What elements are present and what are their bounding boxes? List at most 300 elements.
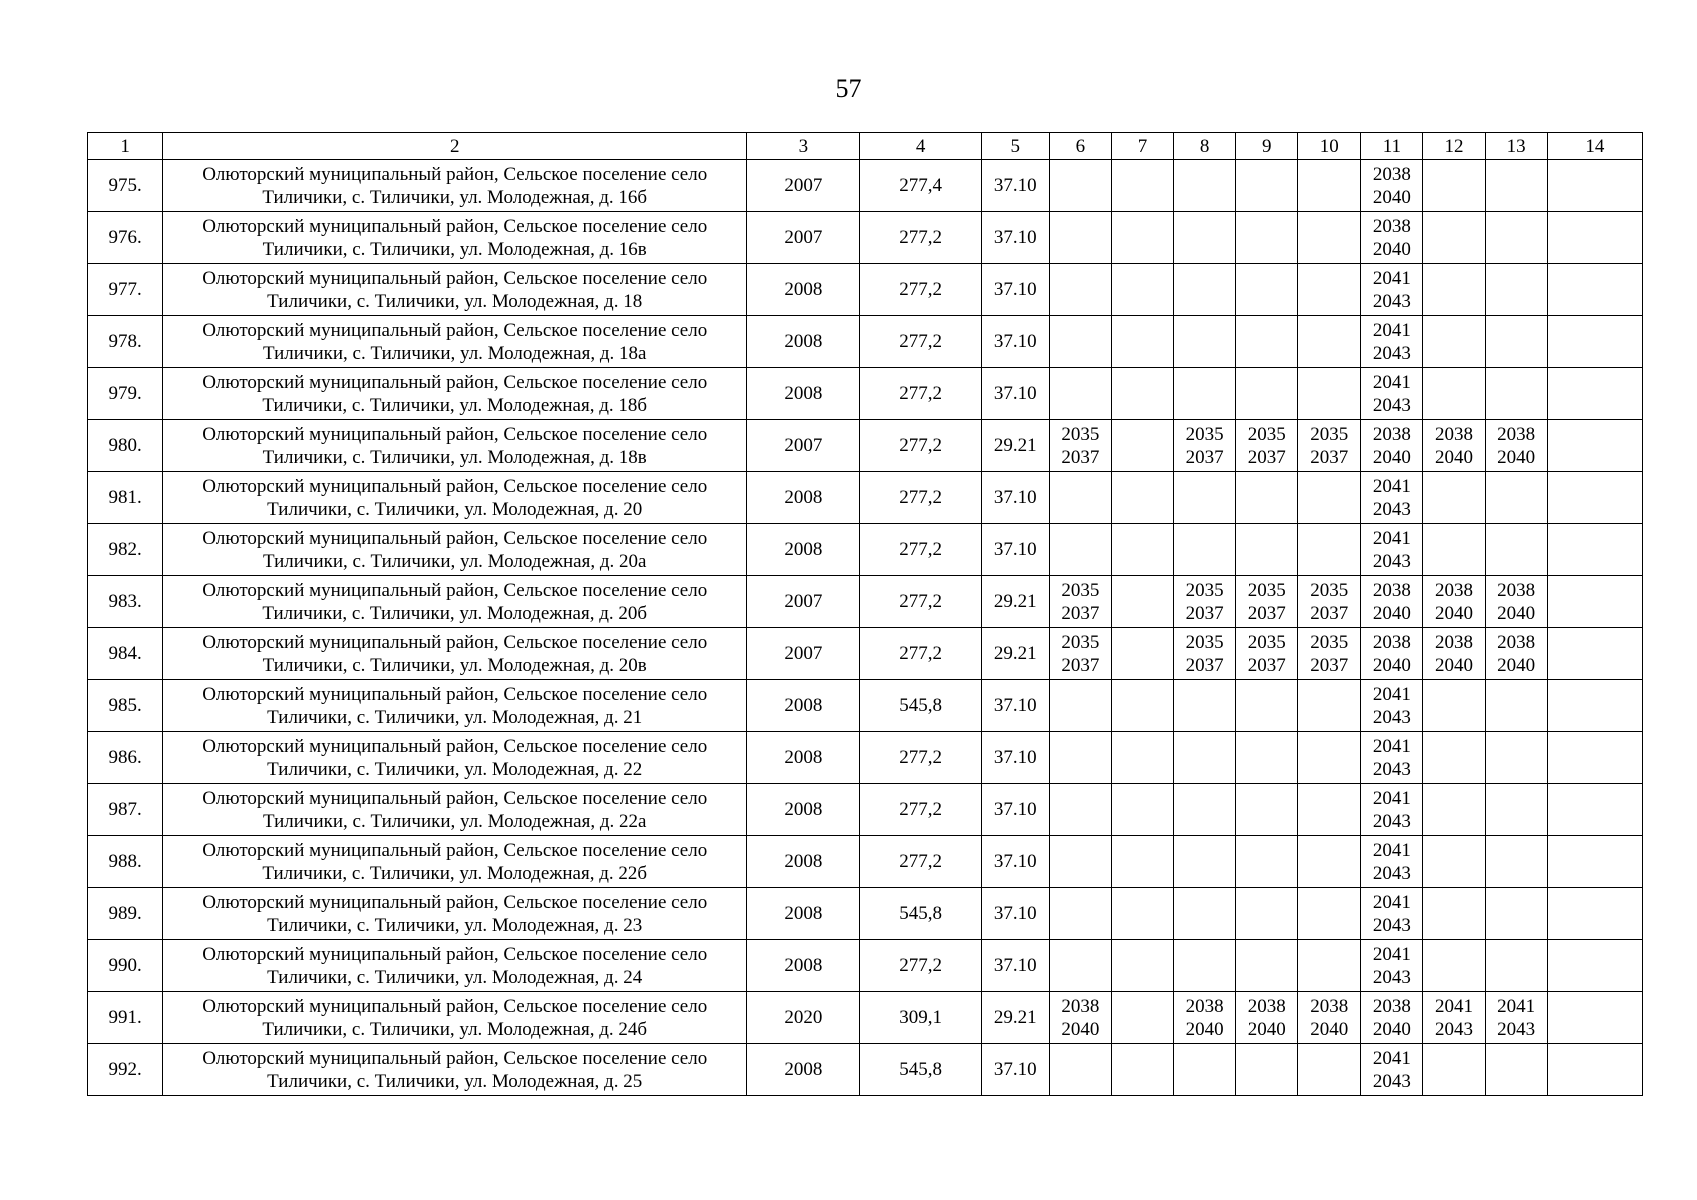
year-to: 2043 — [1372, 758, 1411, 780]
row-number-cell: 985. — [88, 680, 163, 732]
year-cell: 2007 — [747, 212, 860, 264]
col-header-2: 2 — [163, 133, 747, 160]
address-line: Тиличики, с. Тиличики, ул. Молодежная, д. 21 — [267, 706, 643, 728]
year-from: 2041 — [1372, 371, 1411, 393]
col10-cell — [1298, 628, 1361, 680]
col14-cell — [1547, 576, 1642, 628]
year-from: 2038 — [1372, 215, 1411, 237]
table-row — [88, 264, 1643, 316]
col-header-8: 8 — [1174, 133, 1236, 160]
year-from: 2041 — [1497, 995, 1536, 1017]
address-line: Олюторский муниципальный район, Сельское поселение село — [202, 735, 708, 757]
col9-cell — [1236, 524, 1298, 576]
col-header-14: 14 — [1547, 133, 1642, 160]
col14-cell — [1547, 628, 1642, 680]
year-to: 2040 — [1497, 654, 1536, 676]
col13-cell — [1485, 368, 1547, 420]
year-from: 2035 — [1247, 631, 1286, 653]
address-line: Олюторский муниципальный район, Сельское поселение село — [202, 475, 708, 497]
col12-cell — [1423, 732, 1485, 784]
col7-cell — [1111, 1044, 1173, 1096]
col7-cell — [1111, 992, 1173, 1044]
row-number-cell: 990. — [88, 940, 163, 992]
year-to: 2037 — [1247, 602, 1286, 624]
col11-cell — [1361, 264, 1423, 316]
col7-cell — [1111, 524, 1173, 576]
register-table — [87, 132, 1643, 1096]
address-cell — [163, 264, 747, 316]
address-line: Тиличики, с. Тиличики, ул. Молодежная, д. 22б — [262, 862, 648, 884]
col10-cell — [1298, 836, 1361, 888]
year-to: 2043 — [1372, 862, 1411, 884]
year-to: 2043 — [1372, 342, 1411, 364]
col13-cell — [1485, 1044, 1547, 1096]
year-from: 2038 — [1372, 163, 1411, 185]
address-line: Олюторский муниципальный район, Сельское поселение село — [202, 787, 708, 809]
col13-cell — [1485, 524, 1547, 576]
col6-cell — [1049, 212, 1111, 264]
col9-cell — [1236, 264, 1298, 316]
area-cell: 545,8 — [860, 888, 981, 940]
table-row — [88, 420, 1643, 472]
col9-cell — [1236, 316, 1298, 368]
code-cell: 37.10 — [981, 1044, 1049, 1096]
col6-cell — [1049, 1044, 1111, 1096]
row-number-cell: 975. — [88, 160, 163, 212]
table-row — [88, 888, 1643, 940]
address-line: Тиличики, с. Тиличики, ул. Молодежная, д. 18б — [262, 394, 648, 416]
col10-cell — [1298, 420, 1361, 472]
table-body — [88, 160, 1643, 1096]
col-header-13: 13 — [1485, 133, 1547, 160]
address-line: Тиличики, с. Тиличики, ул. Молодежная, д. 18в — [262, 446, 647, 468]
col9-cell — [1236, 576, 1298, 628]
col9-cell — [1236, 992, 1298, 1044]
area-cell: 277,2 — [860, 576, 981, 628]
year-to: 2037 — [1061, 446, 1100, 468]
year-to: 2040 — [1435, 654, 1474, 676]
col12-cell — [1423, 264, 1485, 316]
col8-cell — [1174, 264, 1236, 316]
year-from: 2038 — [1497, 631, 1536, 653]
col10-cell — [1298, 992, 1361, 1044]
address-cell — [163, 420, 747, 472]
col8-cell — [1174, 992, 1236, 1044]
col14-cell — [1547, 368, 1642, 420]
col11-cell — [1361, 992, 1423, 1044]
col6-cell — [1049, 316, 1111, 368]
col11-cell — [1361, 160, 1423, 212]
col14-cell — [1547, 316, 1642, 368]
address-line: Тиличики, с. Тиличики, ул. Молодежная, д. 16в — [262, 238, 647, 260]
year-from: 2038 — [1061, 995, 1100, 1017]
col-header-6: 6 — [1049, 133, 1111, 160]
col14-cell — [1547, 680, 1642, 732]
col9-cell — [1236, 212, 1298, 264]
address-line: Тиличики, с. Тиличики, ул. Молодежная, д. 20 — [267, 498, 643, 520]
col12-cell — [1423, 576, 1485, 628]
address-line: Тиличики, с. Тиличики, ул. Молодежная, д. 24 — [267, 966, 643, 988]
col11-cell — [1361, 680, 1423, 732]
col12-cell — [1423, 420, 1485, 472]
row-number-cell: 984. — [88, 628, 163, 680]
area-cell: 277,2 — [860, 472, 981, 524]
col8-cell — [1174, 732, 1236, 784]
year-to: 2037 — [1310, 602, 1349, 624]
col6-cell — [1049, 940, 1111, 992]
year-cell: 2007 — [747, 628, 860, 680]
row-number-cell: 989. — [88, 888, 163, 940]
table-row — [88, 992, 1643, 1044]
col11-cell — [1361, 784, 1423, 836]
col13-cell — [1485, 784, 1547, 836]
table-row — [88, 940, 1643, 992]
year-from: 2041 — [1372, 787, 1411, 809]
code-cell: 37.10 — [981, 160, 1049, 212]
year-from: 2041 — [1372, 735, 1411, 757]
col7-cell — [1111, 784, 1173, 836]
col11-cell — [1361, 316, 1423, 368]
year-from: 2035 — [1247, 579, 1286, 601]
year-to: 2037 — [1310, 446, 1349, 468]
address-cell — [163, 212, 747, 264]
col9-cell — [1236, 628, 1298, 680]
row-number-cell: 979. — [88, 368, 163, 420]
area-cell: 277,2 — [860, 784, 981, 836]
col10-cell — [1298, 316, 1361, 368]
year-from: 2038 — [1435, 631, 1474, 653]
address-line: Тиличики, с. Тиличики, ул. Молодежная, д. 23 — [267, 914, 643, 936]
col12-cell — [1423, 524, 1485, 576]
col10-cell — [1298, 212, 1361, 264]
address-cell — [163, 316, 747, 368]
year-cell: 2008 — [747, 368, 860, 420]
year-from: 2038 — [1372, 995, 1411, 1017]
year-to: 2037 — [1310, 654, 1349, 676]
col7-cell — [1111, 212, 1173, 264]
year-cell: 2007 — [747, 160, 860, 212]
year-from: 2035 — [1061, 631, 1100, 653]
col14-cell — [1547, 524, 1642, 576]
col12-cell — [1423, 680, 1485, 732]
col10-cell — [1298, 472, 1361, 524]
row-number-cell: 976. — [88, 212, 163, 264]
year-from: 2038 — [1497, 423, 1536, 445]
col8-cell — [1174, 524, 1236, 576]
year-from: 2035 — [1061, 423, 1100, 445]
row-number-cell: 982. — [88, 524, 163, 576]
year-to: 2037 — [1061, 602, 1100, 624]
area-cell: 277,2 — [860, 940, 981, 992]
year-to: 2043 — [1372, 498, 1411, 520]
col9-cell — [1236, 940, 1298, 992]
address-line: Тиличики, с. Тиличики, ул. Молодежная, д. 16б — [262, 186, 648, 208]
year-cell: 2008 — [747, 940, 860, 992]
address-cell — [163, 992, 747, 1044]
col13-cell — [1485, 628, 1547, 680]
area-cell: 277,4 — [860, 160, 981, 212]
col6-cell — [1049, 628, 1111, 680]
year-cell: 2007 — [747, 576, 860, 628]
row-number-cell: 977. — [88, 264, 163, 316]
col8-cell — [1174, 628, 1236, 680]
col10-cell — [1298, 888, 1361, 940]
col9-cell — [1236, 888, 1298, 940]
address-line: Олюторский муниципальный район, Сельское поселение село — [202, 891, 708, 913]
col-header-4: 4 — [860, 133, 981, 160]
address-line: Тиличики, с. Тиличики, ул. Молодежная, д. 24б — [262, 1018, 648, 1040]
year-to: 2037 — [1061, 654, 1100, 676]
row-number-cell: 983. — [88, 576, 163, 628]
year-from: 2035 — [1310, 579, 1349, 601]
address-cell — [163, 524, 747, 576]
col13-cell — [1485, 420, 1547, 472]
col9-cell — [1236, 1044, 1298, 1096]
address-cell — [163, 784, 747, 836]
col13-cell — [1485, 264, 1547, 316]
year-from: 2041 — [1372, 475, 1411, 497]
col12-cell — [1423, 160, 1485, 212]
col6-cell — [1049, 680, 1111, 732]
code-cell: 37.10 — [981, 680, 1049, 732]
table-row — [88, 784, 1643, 836]
code-cell: 37.10 — [981, 940, 1049, 992]
address-cell — [163, 1044, 747, 1096]
code-cell: 37.10 — [981, 212, 1049, 264]
col10-cell — [1298, 1044, 1361, 1096]
year-to: 2043 — [1435, 1018, 1474, 1040]
col11-cell — [1361, 576, 1423, 628]
address-line: Олюторский муниципальный район, Сельское поселение село — [202, 579, 708, 601]
col7-cell — [1111, 888, 1173, 940]
year-from: 2041 — [1372, 1047, 1411, 1069]
year-from: 2035 — [1061, 579, 1100, 601]
col12-cell — [1423, 940, 1485, 992]
col11-cell — [1361, 628, 1423, 680]
row-number-cell: 987. — [88, 784, 163, 836]
code-cell: 29.21 — [981, 628, 1049, 680]
col12-cell — [1423, 628, 1485, 680]
col-header-12: 12 — [1423, 133, 1485, 160]
col11-cell — [1361, 420, 1423, 472]
col10-cell — [1298, 576, 1361, 628]
address-line: Олюторский муниципальный район, Сельское поселение село — [202, 371, 708, 393]
address-line: Олюторский муниципальный район, Сельское поселение село — [202, 267, 708, 289]
col8-cell — [1174, 1044, 1236, 1096]
col8-cell — [1174, 472, 1236, 524]
year-to: 2037 — [1185, 654, 1224, 676]
col6-cell — [1049, 160, 1111, 212]
year-to: 2040 — [1310, 1018, 1349, 1040]
address-line: Олюторский муниципальный район, Сельское поселение село — [202, 943, 708, 965]
year-to: 2037 — [1247, 654, 1286, 676]
col7-cell — [1111, 732, 1173, 784]
year-cell: 2008 — [747, 888, 860, 940]
year-to: 2043 — [1372, 1070, 1411, 1092]
table-row — [88, 212, 1643, 264]
col14-cell — [1547, 888, 1642, 940]
year-cell: 2008 — [747, 472, 860, 524]
address-line: Тиличики, с. Тиличики, ул. Молодежная, д. 22 — [267, 758, 643, 780]
code-cell: 37.10 — [981, 888, 1049, 940]
address-cell — [163, 472, 747, 524]
year-to: 2043 — [1372, 810, 1411, 832]
address-line: Олюторский муниципальный район, Сельское поселение село — [202, 683, 708, 705]
col7-cell — [1111, 420, 1173, 472]
table-row — [88, 836, 1643, 888]
col12-cell — [1423, 368, 1485, 420]
code-cell: 37.10 — [981, 784, 1049, 836]
col11-cell — [1361, 368, 1423, 420]
col13-cell — [1485, 576, 1547, 628]
col9-cell — [1236, 784, 1298, 836]
col7-cell — [1111, 472, 1173, 524]
col14-cell — [1547, 160, 1642, 212]
code-cell: 37.10 — [981, 732, 1049, 784]
year-to: 2040 — [1497, 446, 1536, 468]
address-line: Тиличики, с. Тиличики, ул. Молодежная, д. 20а — [262, 550, 647, 572]
address-line: Олюторский муниципальный район, Сельское поселение село — [202, 163, 708, 185]
header-row — [88, 133, 1643, 160]
year-from: 2035 — [1310, 423, 1349, 445]
area-cell: 277,2 — [860, 836, 981, 888]
col7-cell — [1111, 316, 1173, 368]
col14-cell — [1547, 732, 1642, 784]
year-to: 2037 — [1247, 446, 1286, 468]
table-row — [88, 1044, 1643, 1096]
address-line: Олюторский муниципальный район, Сельское поселение село — [202, 527, 708, 549]
col14-cell — [1547, 472, 1642, 524]
col9-cell — [1236, 420, 1298, 472]
code-cell: 37.10 — [981, 524, 1049, 576]
year-from: 2035 — [1185, 579, 1224, 601]
year-to: 2040 — [1435, 446, 1474, 468]
table-row — [88, 316, 1643, 368]
col13-cell — [1485, 888, 1547, 940]
col7-cell — [1111, 368, 1173, 420]
year-to: 2040 — [1497, 602, 1536, 624]
year-to: 2043 — [1372, 394, 1411, 416]
col13-cell — [1485, 212, 1547, 264]
address-line: Тиличики, с. Тиличики, ул. Молодежная, д. 25 — [267, 1070, 643, 1092]
col8-cell — [1174, 420, 1236, 472]
area-cell: 277,2 — [860, 316, 981, 368]
row-number-cell: 978. — [88, 316, 163, 368]
year-from: 2038 — [1372, 423, 1411, 445]
col9-cell — [1236, 836, 1298, 888]
col11-cell — [1361, 524, 1423, 576]
address-line: Олюторский муниципальный район, Сельское поселение село — [202, 631, 708, 653]
address-line: Олюторский муниципальный район, Сельское поселение село — [202, 319, 708, 341]
col8-cell — [1174, 576, 1236, 628]
year-cell: 2008 — [747, 1044, 860, 1096]
col13-cell — [1485, 732, 1547, 784]
address-line: Тиличики, с. Тиличики, ул. Молодежная, д. 22а — [262, 810, 647, 832]
col7-cell — [1111, 680, 1173, 732]
col-header-5: 5 — [981, 133, 1049, 160]
year-to: 2043 — [1372, 966, 1411, 988]
year-cell: 2008 — [747, 316, 860, 368]
col-header-9: 9 — [1236, 133, 1298, 160]
col12-cell — [1423, 784, 1485, 836]
col12-cell — [1423, 888, 1485, 940]
year-from: 2041 — [1372, 527, 1411, 549]
year-cell: 2008 — [747, 524, 860, 576]
row-number-cell: 986. — [88, 732, 163, 784]
table-row — [88, 732, 1643, 784]
address-line: Тиличики, с. Тиличики, ул. Молодежная, д. 18 — [267, 290, 643, 312]
year-from: 2035 — [1185, 631, 1224, 653]
code-cell: 37.10 — [981, 368, 1049, 420]
col6-cell — [1049, 420, 1111, 472]
col10-cell — [1298, 524, 1361, 576]
col6-cell — [1049, 784, 1111, 836]
col6-cell — [1049, 368, 1111, 420]
year-from: 2035 — [1185, 423, 1224, 445]
address-line: Тиличики, с. Тиличики, ул. Молодежная, д. 20б — [262, 602, 648, 624]
area-cell: 277,2 — [860, 264, 981, 316]
col8-cell — [1174, 836, 1236, 888]
row-number-cell: 981. — [88, 472, 163, 524]
col11-cell — [1361, 732, 1423, 784]
col12-cell — [1423, 472, 1485, 524]
col7-cell — [1111, 628, 1173, 680]
area-cell: 277,2 — [860, 368, 981, 420]
year-cell: 2008 — [747, 264, 860, 316]
col14-cell — [1547, 940, 1642, 992]
year-from: 2035 — [1310, 631, 1349, 653]
year-from: 2041 — [1435, 995, 1474, 1017]
year-cell: 2008 — [747, 784, 860, 836]
code-cell: 37.10 — [981, 316, 1049, 368]
col12-cell — [1423, 316, 1485, 368]
year-to: 2040 — [1372, 1018, 1411, 1040]
area-cell: 545,8 — [860, 680, 981, 732]
col9-cell — [1236, 680, 1298, 732]
row-number-cell: 991. — [88, 992, 163, 1044]
area-cell: 277,2 — [860, 212, 981, 264]
address-line: Олюторский муниципальный район, Сельское поселение село — [202, 423, 708, 445]
col10-cell — [1298, 732, 1361, 784]
col13-cell — [1485, 472, 1547, 524]
col7-cell — [1111, 264, 1173, 316]
col10-cell — [1298, 368, 1361, 420]
col6-cell — [1049, 992, 1111, 1044]
col6-cell — [1049, 472, 1111, 524]
year-from: 2038 — [1185, 995, 1224, 1017]
col6-cell — [1049, 888, 1111, 940]
year-from: 2038 — [1497, 579, 1536, 601]
address-cell — [163, 836, 747, 888]
table-row — [88, 368, 1643, 420]
area-cell: 277,2 — [860, 628, 981, 680]
col13-cell — [1485, 940, 1547, 992]
col6-cell — [1049, 264, 1111, 316]
col9-cell — [1236, 160, 1298, 212]
code-cell: 29.21 — [981, 420, 1049, 472]
col-header-7: 7 — [1111, 133, 1173, 160]
col10-cell — [1298, 264, 1361, 316]
col12-cell — [1423, 836, 1485, 888]
address-line: Тиличики, с. Тиличики, ул. Молодежная, д. 18а — [262, 342, 647, 364]
col13-cell — [1485, 160, 1547, 212]
table-row — [88, 472, 1643, 524]
col8-cell — [1174, 368, 1236, 420]
address-line: Олюторский муниципальный район, Сельское поселение село — [202, 995, 708, 1017]
area-cell: 309,1 — [860, 992, 981, 1044]
col7-cell — [1111, 940, 1173, 992]
table-row — [88, 524, 1643, 576]
